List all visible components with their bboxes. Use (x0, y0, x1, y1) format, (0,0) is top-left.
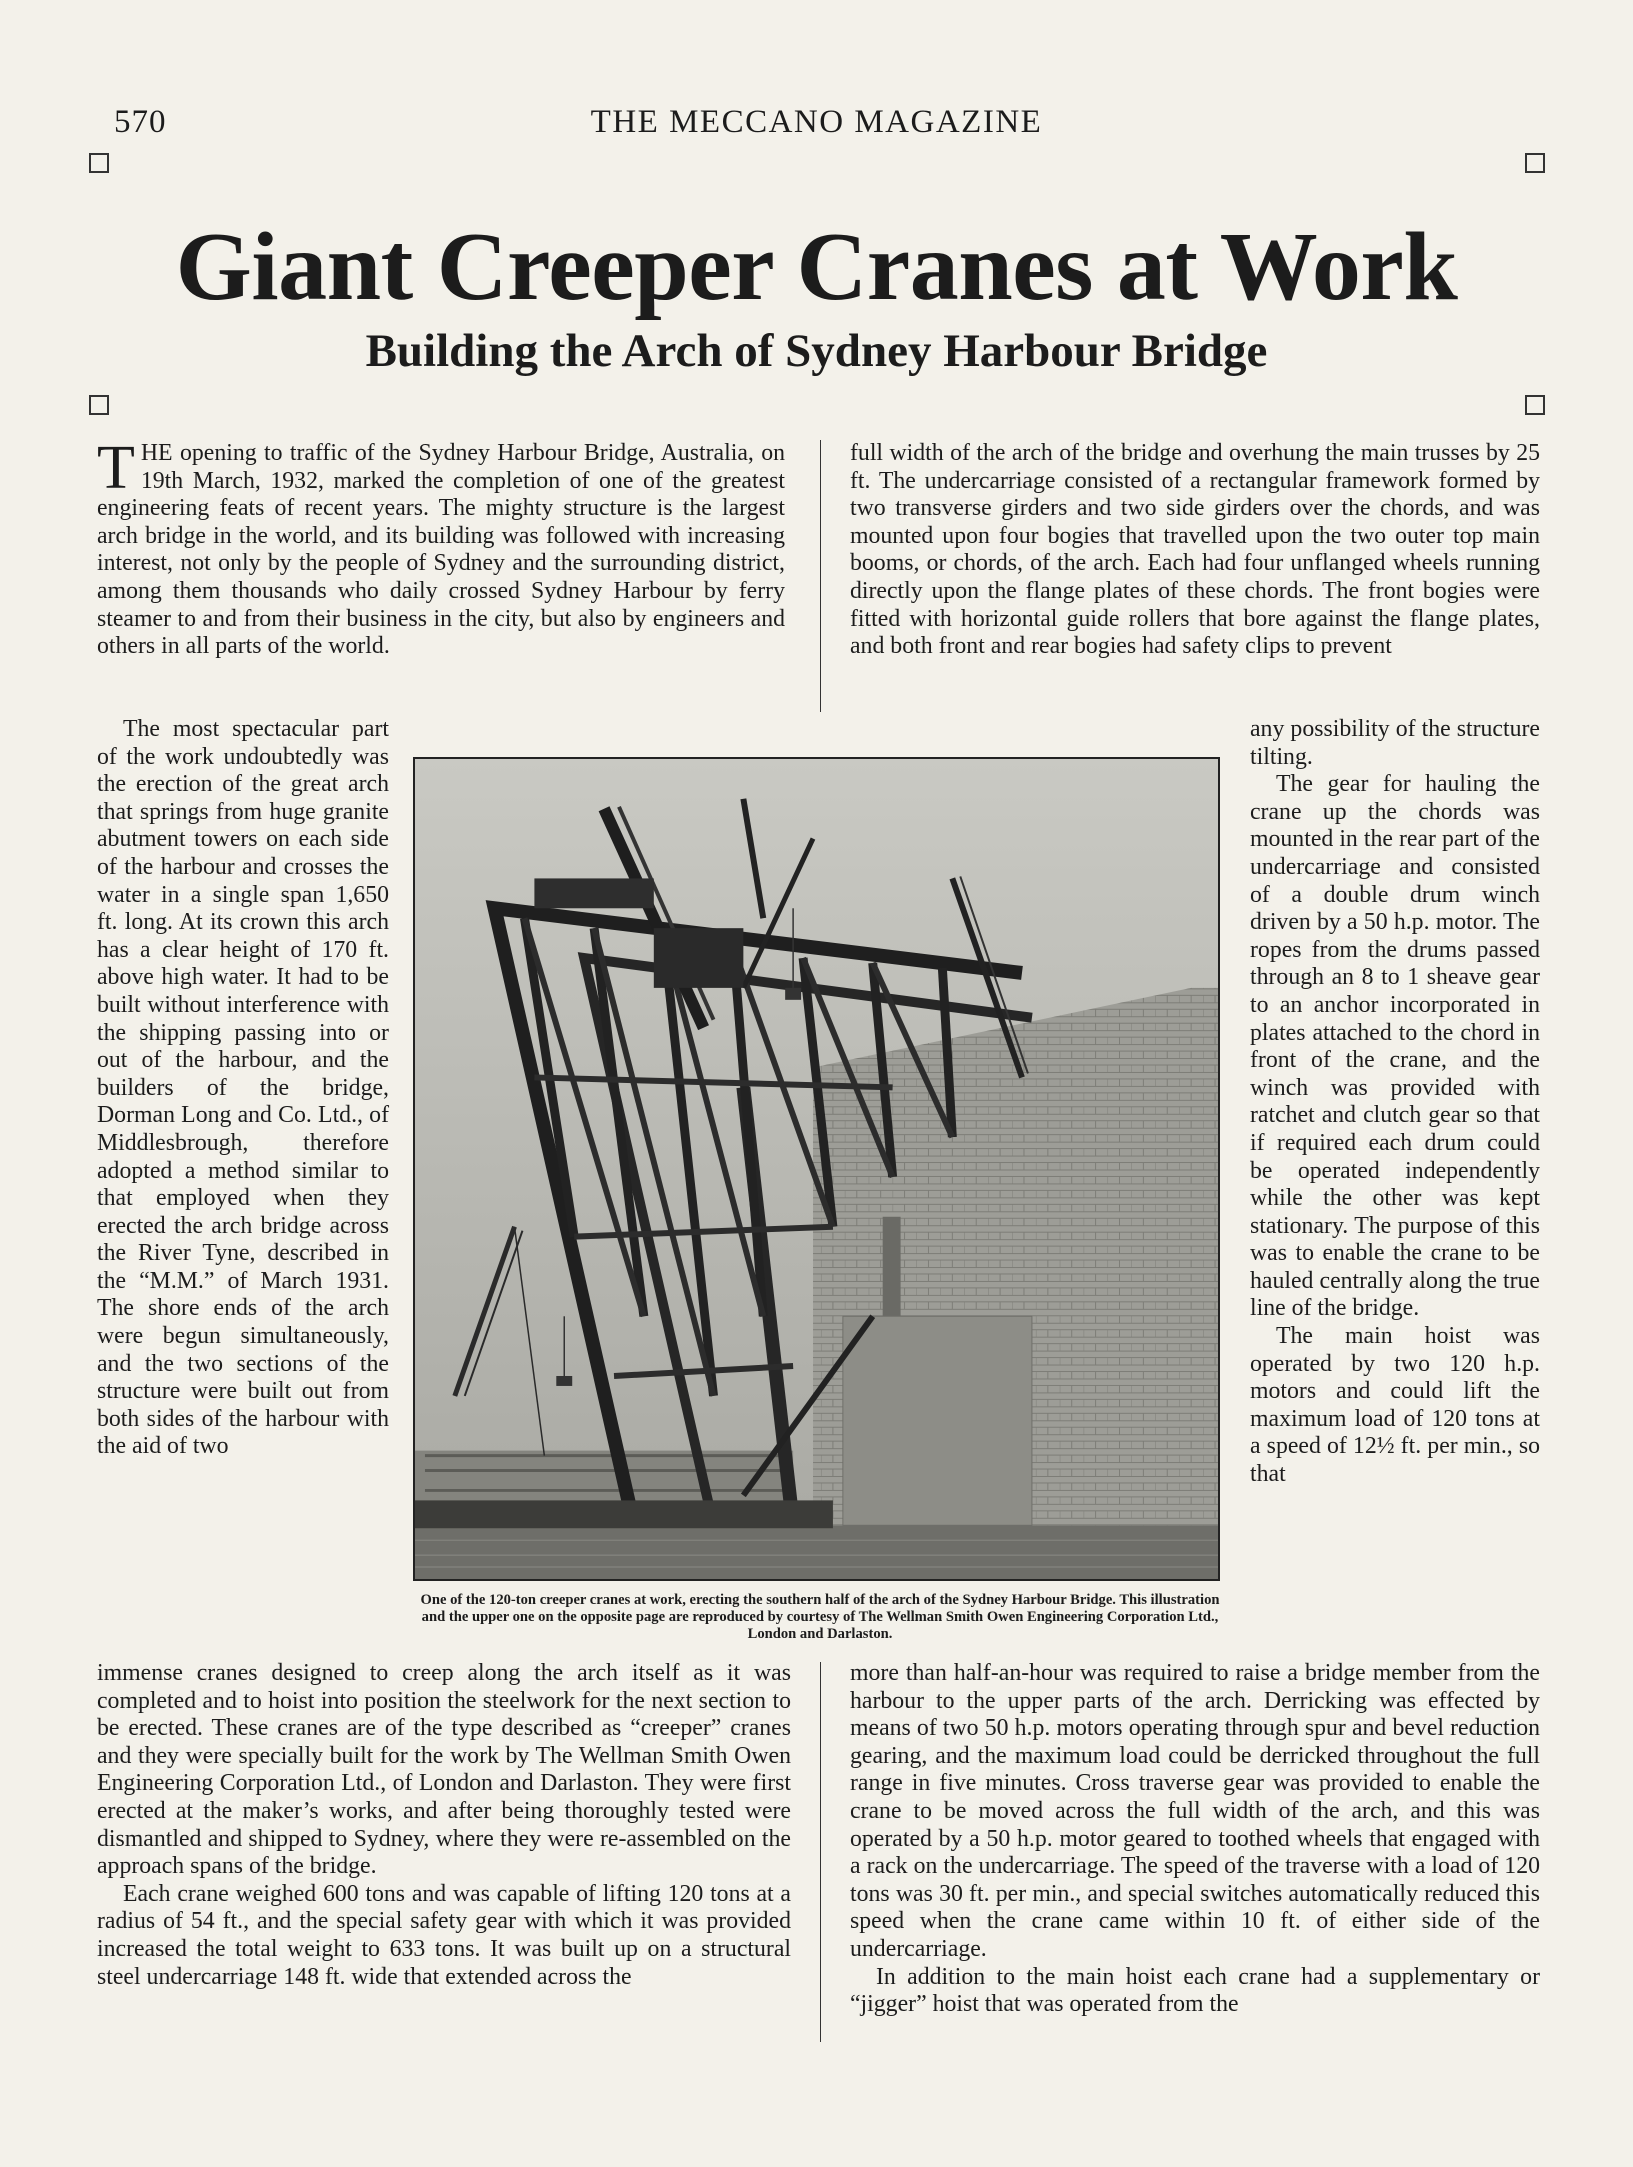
crane-photo-illustration (415, 759, 1218, 1579)
article-column-left-beside-photo (97, 716, 389, 1461)
paragraph-text: Each crane weighed 600 tons and was capable of lifting 120 tons at a radius of 54 ft., and the special safety gear with which it was provided increased the total weight to 633 tons. It was built up on a structural steel undercarriage 148 ft. wide that extended across the (97, 1880, 791, 1990)
drop-cap: T (97, 434, 135, 502)
paragraph-text: In addition to the main hoist each crane had a supplementary or “jigger” hoist that was operated from the (850, 1963, 1540, 2018)
article-column-right-beside-photo (1250, 716, 1540, 1489)
paragraph-text: HE opening to traffic of the Sydney Harbour Bridge, Australia, on 19th March, 1932, marked the completion of one of the greatest engineering feats of recent years. The mighty structure is the largest arch bridge in the world, and its building was followed with increasing interest, not only by the people of Sydney and the surrounding district, among them thousands who daily crossed Sydney Harbour by ferry steamer to and from their business in the city, but also by engineers and others in all parts of the world. (97, 440, 785, 660)
paragraph-text: more than half-an-hour was required to raise a bridge member from the harbour to the upper parts of the arch. Derricking was effected by means of two 50 h.p. motors operating through spur and bevel reduction gearing, and the maximum load could be derricked throughout the full range in five minutes. Cross traverse gear was provided to enable the crane to be moved across the full width of the arch, and this was operated by a 50 h.p. motor geared to toothed wheels that engaged with a rack on the undercarriage. The speed of the traverse with a load of 120 tons was 30 ft. per min., and special switches automatically reduced this speed when the crane came within 10 ft. of either side of the undercarriage. (850, 1660, 1540, 1962)
article-column-right-bottom (850, 1660, 1540, 2019)
paragraph-text: full width of the arch of the bridge and overhung the main trusses by 25 ft. The undercarriage consisted of a rectangular framework formed by two transverse girders and two side girders over the chords, and was mounted upon four bogies that travelled upon the two outer top main booms, or chords, of the arch. Each had four unflanged wheels running directly upon the flange plates of these chords. The front bogies were fitted with horizontal guide rollers that bore against the flange plates, and both front and rear bogies had safety clips to prevent (850, 440, 1540, 660)
paragraph-text: The gear for hauling the crane up the chords was mounted in the rear part of the undercarriage and consisted of a double drum winch driven by a 50 h.p. motor. The ropes from the drums passed through an 8 to 1 sheave gear to an anchor incorporated in plates attached to the chord in front of the crane, and the winch was provided with ratchet and clutch gear so that if required each drum could be operated independently while the other was kept stationary. The purpose of this was to enable the crane to be hauled centrally along the true line of the bridge. (1250, 771, 1540, 1322)
headline: Giant Creeper Cranes at Work (175, 213, 1458, 321)
paragraph-text: any possibility of the structure tilting. (1250, 716, 1540, 770)
paragraph-text: The most spectacular part of the work undoubtedly was the erection of the great arch that springs from huge granite abutment towers on each side of the harbour and crosses the water in a single span 1,650 ft. long. At its crown this arch has a clear height of 170 ft. above high water. It had to be built without interference with the shipping passing into or out of the harbour, and the builders of the bridge, Dorman Long and Co. Ltd., of Middlesbrough, therefore adopted a method similar to that employed when they erected the arch bridge across the River Tyne, described in the “M.M.” of March 1931. The shore ends of the arch were begun simultaneously, and the two sections of the structure were built out from both sides of the harbour with the aid of two (97, 716, 389, 1460)
paragraph-opening (97, 434, 785, 661)
article-column-left-top (97, 434, 785, 661)
page-number: 570 (114, 104, 167, 140)
photo-caption: One of the 120-ton creeper cranes at work, erecting the southern half of the arch of the Sydney Harbour Bridge. This illustration and the upper one on the opposite page are reproduced by courtesy of The Wellman Smith Owen Engineering Corporation Ltd., London and Darlaston. (420, 1592, 1220, 1642)
subheadline: Building the Arch of Sydney Harbour Bridge (365, 325, 1268, 377)
running-header: THE MECCANO MAGAZINE (590, 104, 1043, 140)
paragraph-text: The main hoist was operated by two 120 h.p. motors and could lift the maximum load of 120 tons at a speed of 12½ ft. per min., so that (1250, 1323, 1540, 1488)
column-rule (820, 440, 821, 712)
column-rule (820, 1662, 821, 2042)
article-column-left-bottom (97, 1660, 791, 1991)
photo-creeper-crane (413, 757, 1220, 1581)
paragraph-text: immense cranes designed to creep along the arch itself as it was completed and to hoist into position the steelwork for the next section to be erected. These cranes are of the type described as “creeper” cranes and they were specially built for the work by The Wellman Smith Owen Engineering Corporation Ltd., of London and Darlaston. They were first erected at the maker’s works, and after being thoroughly tested were dismantled and shipped to Sydney, where they were re-assembled on the approach spans of the bridge. (97, 1660, 791, 1880)
article-column-right-top (850, 440, 1540, 661)
